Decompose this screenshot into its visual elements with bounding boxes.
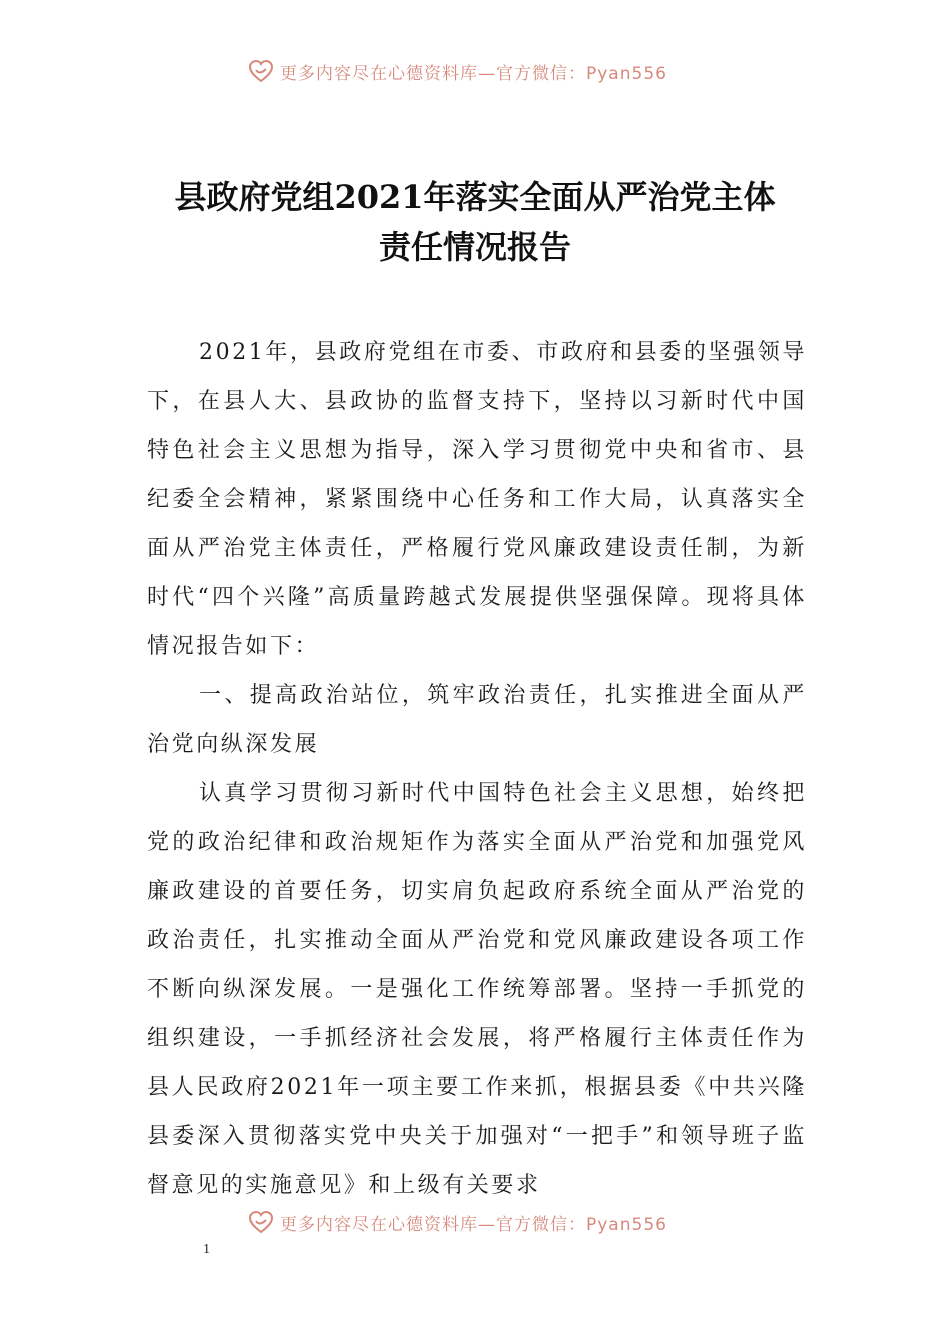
header-watermark (248, 57, 667, 85)
document-title (100, 172, 850, 272)
section-heading-1: 一、提高政治站位，筑牢政治责任，扎实推进全面从严治党向纵深发展 (147, 683, 807, 757)
page-number: 1 (203, 1242, 210, 1257)
title-line-1: 县政府党组2021年落实全面从严治党主体 (174, 178, 776, 216)
header-watermark-text: 更多内容尽在心德资料库—官方微信：Pyan556 (280, 63, 667, 84)
document-body (147, 328, 807, 1210)
heart-logo-icon (248, 58, 274, 84)
footer-watermark-text: 更多内容尽在心德资料库—官方微信：Pyan556 (280, 1214, 667, 1235)
paragraph-section-1: 认真学习贯彻习新时代中国特色社会主义思想，始终把党的政治纪律和政治规矩作为落实全面从严治党和加强党风廉政建设的首要任务，切实肩负起政府系统全面从严治党的政治责任，扎实推动全面从严治党和党风廉政建设各项工作不断向纵深发展。一是强化工作统筹部署。坚持一手抓党的组织建设，一手抓经济社会发展，将严格履行主体责任作为县人民政府2021年一项主要工作来抓，根据县委《中共兴隆县委深入贯彻落实党中央关于加强对“一把手”和领导班子监督意见的实施意见》和上级有关要求 (147, 781, 807, 1198)
paragraph-intro: 2021年，县政府党组在市委、市政府和县委的坚强领导下，在县人大、县政协的监督支持下，坚持以习新时代中国特色社会主义思想为指导，深入学习贯彻党中央和省市、县纪委全会精神，紧紧围绕中心任务和工作大局，认真落实全面从严治党主体责任，严格履行党风廉政建设责任制，为新时代“四个兴隆”高质量跨越式发展提供坚强保障。现将具体情况报告如下： (147, 340, 807, 659)
footer-watermark (248, 1208, 667, 1236)
title-line-2: 责任情况报告 (378, 228, 571, 266)
heart-logo-icon (248, 1209, 274, 1235)
